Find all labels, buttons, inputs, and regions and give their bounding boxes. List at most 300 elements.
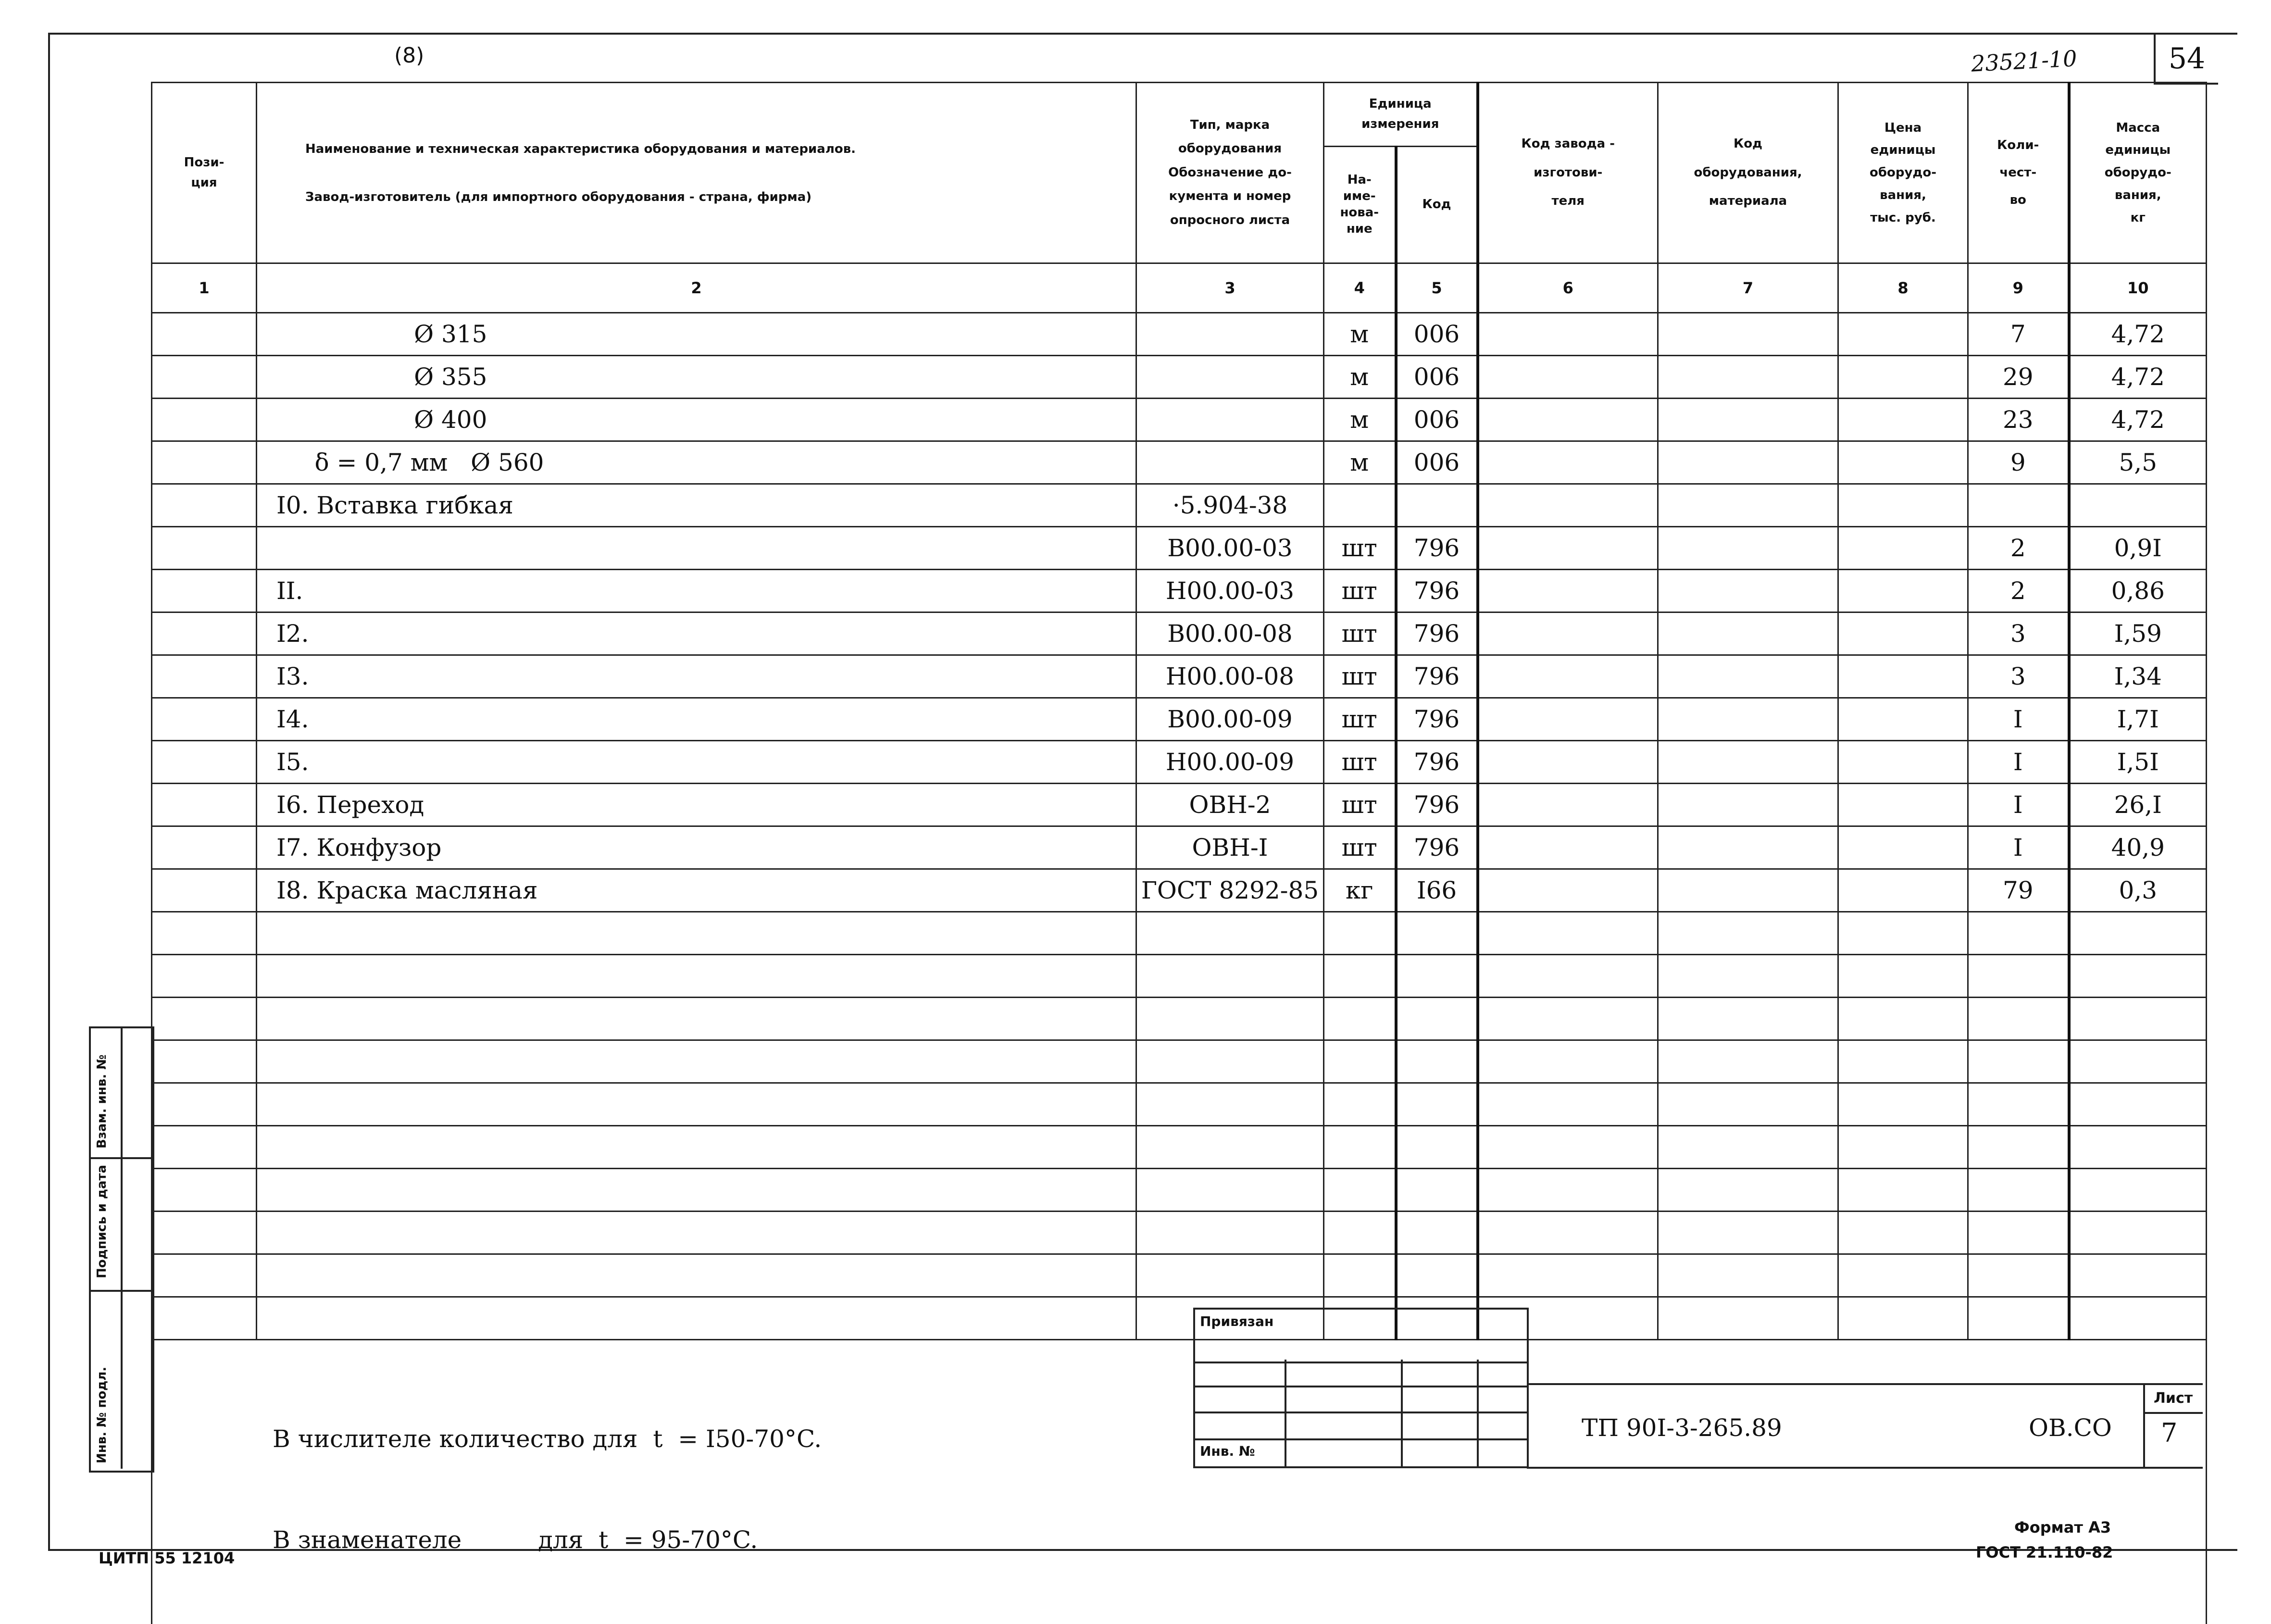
position-cell xyxy=(152,784,257,826)
item-unit: шт xyxy=(1324,527,1396,570)
empty-cell xyxy=(2069,1126,2207,1169)
header-material-code: Код оборудования, материала xyxy=(1658,83,1838,263)
item-quantity: 79 xyxy=(1968,869,2069,912)
position-cell xyxy=(152,313,257,356)
empty-cell xyxy=(1838,1083,1968,1126)
empty-cell xyxy=(1658,998,1838,1040)
empty-cell xyxy=(1658,1169,1838,1212)
position-cell xyxy=(152,741,257,784)
item-quantity xyxy=(1968,484,2069,527)
item-type: Н00.00-09 xyxy=(1136,741,1324,784)
item-unit: м xyxy=(1324,399,1396,441)
empty-cell xyxy=(1136,1083,1324,1126)
factory-code-cell xyxy=(1478,784,1658,826)
header-factory-code: Код завода - изготови- теля xyxy=(1478,83,1658,263)
price-cell xyxy=(1838,484,1968,527)
item-name: I4. xyxy=(257,698,1136,741)
empty-cell xyxy=(1838,1297,1968,1340)
empty-cell xyxy=(1396,1212,1478,1254)
note-denominator: В знаменателе для t = 95-70°C. xyxy=(273,1523,2206,1557)
position-cell xyxy=(152,826,257,869)
item-unit-code: 796 xyxy=(1396,741,1478,784)
item-mass: 0,9I xyxy=(2069,527,2207,570)
empty-cell xyxy=(1968,912,2069,955)
item-mass: 4,72 xyxy=(2069,399,2207,441)
empty-cell xyxy=(1968,1169,2069,1212)
table-row xyxy=(152,826,2207,869)
price-cell xyxy=(1838,826,1968,869)
side-field-signature: Подпись и дата xyxy=(95,1165,109,1278)
item-name: I7. Конфузор xyxy=(257,826,1136,869)
factory-code-cell xyxy=(1478,570,1658,612)
empty-cell xyxy=(1396,1040,1478,1083)
empty-cell xyxy=(257,1169,1136,1212)
factory-code-cell xyxy=(1478,655,1658,698)
table-row xyxy=(152,356,2207,399)
item-unit-code: 796 xyxy=(1396,612,1478,655)
factory-code-cell xyxy=(1478,869,1658,912)
empty-cell xyxy=(257,1040,1136,1083)
empty-cell xyxy=(257,1083,1136,1126)
material-code-cell xyxy=(1658,655,1838,698)
empty-cell xyxy=(1396,955,1478,998)
empty-cell xyxy=(1658,1126,1838,1169)
material-code-cell xyxy=(1658,826,1838,869)
item-type xyxy=(1136,399,1324,441)
empty-cell xyxy=(1968,1212,2069,1254)
factory-code-cell xyxy=(1478,441,1658,484)
item-unit: шт xyxy=(1324,570,1396,612)
item-name: Ø 315 xyxy=(257,313,1136,356)
header-position: Пози- ция xyxy=(152,83,257,263)
empty-cell xyxy=(1136,1169,1324,1212)
item-type xyxy=(1136,356,1324,399)
item-unit: шт xyxy=(1324,612,1396,655)
factory-code-cell xyxy=(1478,356,1658,399)
material-code-cell xyxy=(1658,741,1838,784)
empty-cell xyxy=(152,1254,257,1297)
empty-row xyxy=(152,1254,2207,1297)
header-unit-code: Код xyxy=(1396,147,1478,263)
empty-cell xyxy=(2069,912,2207,955)
price-cell xyxy=(1838,313,1968,356)
empty-cell xyxy=(1658,1297,1838,1340)
empty-cell xyxy=(152,1083,257,1126)
item-quantity: 9 xyxy=(1968,441,2069,484)
price-cell xyxy=(1838,570,1968,612)
page-number: 54 xyxy=(2154,35,2218,85)
empty-cell xyxy=(1396,1126,1478,1169)
factory-code-cell xyxy=(1478,484,1658,527)
price-cell xyxy=(1838,356,1968,399)
empty-cell xyxy=(1838,1169,1968,1212)
item-unit: шт xyxy=(1324,741,1396,784)
item-unit-code: 796 xyxy=(1396,784,1478,826)
empty-cell xyxy=(1396,1254,1478,1297)
table-row xyxy=(152,441,2207,484)
item-mass: I,7I xyxy=(2069,698,2207,741)
empty-cell xyxy=(1136,912,1324,955)
factory-code-cell xyxy=(1478,399,1658,441)
document-mark: ОВ.СО xyxy=(2029,1414,2112,1442)
item-unit: м xyxy=(1324,313,1396,356)
empty-cell xyxy=(152,1212,257,1254)
item-quantity: I xyxy=(1968,741,2069,784)
item-unit: м xyxy=(1324,441,1396,484)
sheet-mark: (8) xyxy=(394,43,424,68)
empty-cell xyxy=(152,998,257,1040)
header-name-line2: Завод-изготовитель (для импортного оборудования - страна, фирма) xyxy=(305,173,1136,221)
item-unit: шт xyxy=(1324,698,1396,741)
factory-code-cell xyxy=(1478,698,1658,741)
material-code-cell xyxy=(1658,484,1838,527)
header-unit-group: Единица измерения xyxy=(1324,83,1478,147)
item-type: ·5.904-38 xyxy=(1136,484,1324,527)
empty-cell xyxy=(1478,955,1658,998)
empty-cell xyxy=(1968,1083,2069,1126)
empty-cell xyxy=(152,1169,257,1212)
material-code-cell xyxy=(1658,869,1838,912)
item-type: ОВН-I xyxy=(1136,826,1324,869)
empty-cell xyxy=(257,1254,1136,1297)
empty-cell xyxy=(1324,1040,1396,1083)
header-price: Цена единицы оборудо- вания, тыс. руб. xyxy=(1838,83,1968,263)
item-quantity: 2 xyxy=(1968,527,2069,570)
item-mass: 40,9 xyxy=(2069,826,2207,869)
position-cell xyxy=(152,399,257,441)
item-unit: шт xyxy=(1324,655,1396,698)
title-block xyxy=(1527,1383,2203,1469)
table-row xyxy=(152,655,2207,698)
item-quantity: 2 xyxy=(1968,570,2069,612)
empty-cell xyxy=(1324,1083,1396,1126)
header-name-line1: Наименование и техническая характеристика оборудования и материалов. xyxy=(305,125,1136,173)
item-unit-code: 006 xyxy=(1396,399,1478,441)
empty-row xyxy=(152,955,2207,998)
empty-cell xyxy=(257,998,1136,1040)
material-code-cell xyxy=(1658,570,1838,612)
table-row xyxy=(152,313,2207,356)
empty-cell xyxy=(1324,955,1396,998)
price-cell xyxy=(1838,784,1968,826)
material-code-cell xyxy=(1658,399,1838,441)
empty-cell xyxy=(257,1126,1136,1169)
empty-cell xyxy=(1136,1126,1324,1169)
empty-cell xyxy=(152,1297,257,1340)
item-name: Ø 400 xyxy=(257,399,1136,441)
empty-row xyxy=(152,998,2207,1040)
item-mass: 4,72 xyxy=(2069,313,2207,356)
position-cell xyxy=(152,655,257,698)
item-type: В00.00-08 xyxy=(1136,612,1324,655)
header-unit-name: На- име- нова- ние xyxy=(1324,147,1396,263)
item-name: I8. Краска масляная xyxy=(257,869,1136,912)
empty-cell xyxy=(1324,1126,1396,1169)
item-name: I5. xyxy=(257,741,1136,784)
col-number: 4 xyxy=(1324,263,1396,313)
inventory-label: Инв. № xyxy=(1200,1443,1255,1459)
empty-cell xyxy=(1658,955,1838,998)
item-unit-code: 006 xyxy=(1396,356,1478,399)
empty-row xyxy=(152,1169,2207,1212)
item-unit-code: 796 xyxy=(1396,698,1478,741)
header-mass: Масса единицы оборудо- вания, кг xyxy=(2069,83,2207,263)
item-unit-code: 796 xyxy=(1396,570,1478,612)
item-unit-code: 006 xyxy=(1396,441,1478,484)
position-cell xyxy=(152,484,257,527)
empty-cell xyxy=(2069,1254,2207,1297)
item-type: ГОСТ 8292-85 xyxy=(1136,869,1324,912)
item-unit xyxy=(1324,484,1396,527)
empty-cell xyxy=(1396,912,1478,955)
empty-cell xyxy=(257,1212,1136,1254)
item-quantity: 3 xyxy=(1968,612,2069,655)
material-code-cell xyxy=(1658,527,1838,570)
item-type xyxy=(1136,441,1324,484)
empty-cell xyxy=(1838,1212,1968,1254)
empty-cell xyxy=(1324,1169,1396,1212)
empty-cell xyxy=(1478,1212,1658,1254)
empty-cell xyxy=(257,1297,1136,1340)
empty-row xyxy=(152,1083,2207,1126)
item-name xyxy=(257,527,1136,570)
item-unit-code: I66 xyxy=(1396,869,1478,912)
item-mass xyxy=(2069,484,2207,527)
header-quantity: Коли- чест- во xyxy=(1968,83,2069,263)
empty-cell xyxy=(1968,998,2069,1040)
item-mass: I,59 xyxy=(2069,612,2207,655)
empty-cell xyxy=(1396,1169,1478,1212)
empty-cell xyxy=(2069,1040,2207,1083)
item-unit: шт xyxy=(1324,826,1396,869)
footer-format: Формат А3 xyxy=(2014,1518,2111,1537)
item-quantity: 7 xyxy=(1968,313,2069,356)
empty-cell xyxy=(1136,998,1324,1040)
table-row xyxy=(152,741,2207,784)
notes-cell xyxy=(152,1340,2207,1624)
position-cell xyxy=(152,869,257,912)
position-cell xyxy=(152,612,257,655)
col-number: 3 xyxy=(1136,263,1324,313)
col-number: 8 xyxy=(1838,263,1968,313)
factory-code-cell xyxy=(1478,612,1658,655)
empty-cell xyxy=(1478,1254,1658,1297)
empty-cell xyxy=(2069,955,2207,998)
price-cell xyxy=(1838,441,1968,484)
material-code-cell xyxy=(1658,698,1838,741)
item-unit: шт xyxy=(1324,784,1396,826)
empty-cell xyxy=(1478,1083,1658,1126)
factory-code-cell xyxy=(1478,826,1658,869)
empty-cell xyxy=(1396,998,1478,1040)
side-field-inventory: Инв. № подл. xyxy=(95,1367,109,1463)
empty-cell xyxy=(2069,1083,2207,1126)
factory-code-cell xyxy=(1478,741,1658,784)
empty-cell xyxy=(257,955,1136,998)
empty-cell xyxy=(1478,1040,1658,1083)
empty-cell xyxy=(1136,1040,1324,1083)
item-unit: кг xyxy=(1324,869,1396,912)
bound-label: Привязан xyxy=(1200,1313,1273,1329)
document-number: ТП 90I-3-265.89 xyxy=(1582,1414,1782,1442)
empty-cell xyxy=(1136,1212,1324,1254)
price-cell xyxy=(1838,399,1968,441)
position-cell xyxy=(152,570,257,612)
empty-row xyxy=(152,1297,2207,1340)
col-number: 2 xyxy=(257,263,1136,313)
sheet-number: 7 xyxy=(2161,1418,2177,1448)
table-row xyxy=(152,527,2207,570)
empty-cell xyxy=(2069,998,2207,1040)
empty-cell xyxy=(2069,1297,2207,1340)
item-name: II. xyxy=(257,570,1136,612)
empty-cell xyxy=(2069,1169,2207,1212)
side-field-replacement: Взам. инв. № xyxy=(95,1055,109,1149)
position-cell xyxy=(152,698,257,741)
col-number: 7 xyxy=(1658,263,1838,313)
col-number: 1 xyxy=(152,263,257,313)
item-type: В00.00-03 xyxy=(1136,527,1324,570)
empty-row xyxy=(152,1212,2207,1254)
empty-cell xyxy=(1658,1083,1838,1126)
empty-cell xyxy=(1838,1040,1968,1083)
table-row xyxy=(152,612,2207,655)
item-quantity: 29 xyxy=(1968,356,2069,399)
empty-cell xyxy=(1838,912,1968,955)
position-cell xyxy=(152,441,257,484)
item-unit-code: 796 xyxy=(1396,655,1478,698)
item-unit: м xyxy=(1324,356,1396,399)
empty-cell xyxy=(1324,912,1396,955)
empty-cell xyxy=(1968,1040,2069,1083)
empty-cell xyxy=(1478,1169,1658,1212)
empty-cell xyxy=(1658,1040,1838,1083)
item-quantity: I xyxy=(1968,826,2069,869)
empty-cell xyxy=(1478,1126,1658,1169)
side-stamp xyxy=(89,1026,154,1473)
item-type: Н00.00-08 xyxy=(1136,655,1324,698)
item-quantity: 3 xyxy=(1968,655,2069,698)
price-cell xyxy=(1838,655,1968,698)
empty-cell xyxy=(1968,1126,2069,1169)
document-code: 23521-10 xyxy=(1971,45,2078,76)
item-type: ОВН-2 xyxy=(1136,784,1324,826)
item-unit-code: 796 xyxy=(1396,826,1478,869)
empty-cell xyxy=(1658,912,1838,955)
item-name: I3. xyxy=(257,655,1136,698)
empty-cell xyxy=(1968,955,2069,998)
empty-cell xyxy=(1136,955,1324,998)
empty-cell xyxy=(152,1126,257,1169)
empty-cell xyxy=(2069,1212,2207,1254)
empty-cell xyxy=(1838,955,1968,998)
item-type: Н00.00-03 xyxy=(1136,570,1324,612)
sheet-label: Лист xyxy=(2154,1390,2193,1407)
footer-gost: ГОСТ 21.110-82 xyxy=(1976,1543,2113,1562)
item-quantity: I xyxy=(1968,784,2069,826)
empty-cell xyxy=(1968,1297,2069,1340)
empty-cell xyxy=(1658,1254,1838,1297)
item-mass: 0,86 xyxy=(2069,570,2207,612)
col-number: 10 xyxy=(2069,263,2207,313)
item-mass: 26,I xyxy=(2069,784,2207,826)
empty-cell xyxy=(152,955,257,998)
item-type: В00.00-09 xyxy=(1136,698,1324,741)
empty-cell xyxy=(152,1040,257,1083)
item-mass: 0,3 xyxy=(2069,869,2207,912)
material-code-cell xyxy=(1658,612,1838,655)
col-number: 5 xyxy=(1396,263,1478,313)
header-name xyxy=(257,83,1136,263)
item-name: δ = 0,7 мм Ø 560 xyxy=(257,441,1136,484)
empty-row xyxy=(152,1126,2207,1169)
item-mass: 4,72 xyxy=(2069,356,2207,399)
empty-cell xyxy=(1838,998,1968,1040)
item-unit-code: 796 xyxy=(1396,527,1478,570)
empty-cell xyxy=(1136,1254,1324,1297)
empty-row xyxy=(152,1040,2207,1083)
material-code-cell xyxy=(1658,441,1838,484)
table-row xyxy=(152,570,2207,612)
item-mass: I,34 xyxy=(2069,655,2207,698)
price-cell xyxy=(1838,869,1968,912)
empty-cell xyxy=(1324,998,1396,1040)
footer-code: ЦИТП 55 12104 xyxy=(99,1549,235,1567)
item-quantity: 23 xyxy=(1968,399,2069,441)
item-name: I0. Вставка гибкая xyxy=(257,484,1136,527)
empty-cell xyxy=(1478,912,1658,955)
bound-field xyxy=(1193,1308,1529,1363)
table-row xyxy=(152,484,2207,527)
material-code-cell xyxy=(1658,313,1838,356)
position-cell xyxy=(152,527,257,570)
empty-cell xyxy=(1478,998,1658,1040)
empty-cell xyxy=(1658,1212,1838,1254)
empty-cell xyxy=(1324,1254,1396,1297)
item-type xyxy=(1136,313,1324,356)
empty-cell xyxy=(1838,1254,1968,1297)
factory-code-cell xyxy=(1478,527,1658,570)
col-number: 9 xyxy=(1968,263,2069,313)
item-name: I2. xyxy=(257,612,1136,655)
price-cell xyxy=(1838,527,1968,570)
item-unit-code xyxy=(1396,484,1478,527)
item-unit-code: 006 xyxy=(1396,313,1478,356)
empty-cell xyxy=(1396,1083,1478,1126)
price-cell xyxy=(1838,698,1968,741)
position-cell xyxy=(152,356,257,399)
price-cell xyxy=(1838,741,1968,784)
empty-cell xyxy=(1838,1126,1968,1169)
item-mass: I,5I xyxy=(2069,741,2207,784)
table-row xyxy=(152,399,2207,441)
table-row xyxy=(152,869,2207,912)
empty-cell xyxy=(152,912,257,955)
empty-row xyxy=(152,912,2207,955)
item-mass: 5,5 xyxy=(2069,441,2207,484)
item-quantity: I xyxy=(1968,698,2069,741)
table-row xyxy=(152,698,2207,741)
table-row xyxy=(152,784,2207,826)
empty-cell xyxy=(1324,1212,1396,1254)
header-type: Тип, марка оборудования Обозначение до- кумента и номер опросного листа xyxy=(1136,83,1324,263)
item-name: Ø 355 xyxy=(257,356,1136,399)
empty-cell xyxy=(257,912,1136,955)
material-code-cell xyxy=(1658,784,1838,826)
item-name: I6. Переход xyxy=(257,784,1136,826)
approval-grid xyxy=(1193,1360,1529,1468)
col-number: 6 xyxy=(1478,263,1658,313)
